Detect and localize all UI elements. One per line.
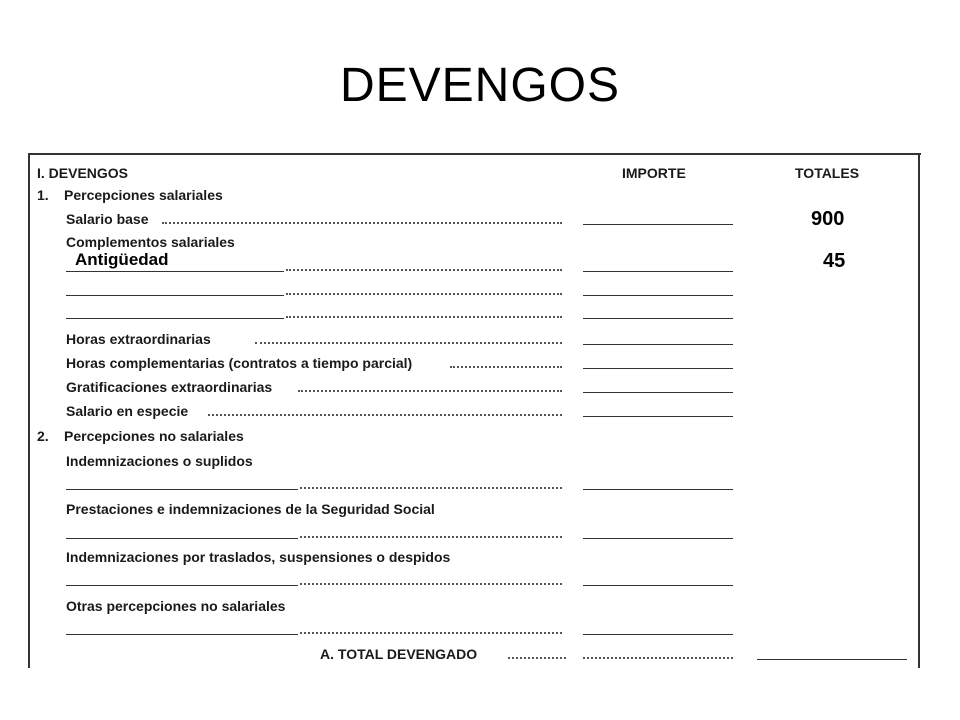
complement-1-name-field[interactable] — [66, 271, 284, 272]
gratificaciones-label: Gratificaciones extraordinarias — [66, 379, 273, 395]
prestaciones-leader — [300, 536, 562, 538]
prestaciones-importe-field[interactable] — [583, 538, 733, 539]
horas-complementarias-leader — [450, 366, 562, 368]
total-leader — [508, 657, 566, 659]
suplidos-name-field[interactable] — [66, 489, 298, 490]
horas-complementarias-importe-field[interactable] — [583, 368, 733, 369]
section-header: I. DEVENGOS — [37, 165, 129, 181]
antiguedad-total-value: 45 — [823, 250, 846, 272]
salario-especie-importe-field[interactable] — [583, 416, 733, 417]
horas-complementarias-label: Horas complementarias (contratos a tiempo parcial) — [66, 355, 413, 371]
traslados-name-field[interactable] — [66, 585, 298, 586]
otras-percepciones-label: Otras percepciones no salariales — [66, 598, 286, 614]
salario-base-total-value: 900 — [811, 208, 845, 230]
salario-base-leader — [162, 222, 562, 224]
form-left-border — [28, 153, 30, 668]
prestaciones-name-field[interactable] — [66, 538, 298, 539]
total-importe-field[interactable] — [583, 657, 733, 659]
complement-2-name-field[interactable] — [66, 295, 284, 296]
otras-leader — [300, 632, 562, 634]
traslados-label: Indemnizaciones por traslados, suspensiones o despidos — [66, 549, 451, 565]
section-1-number: 1. — [37, 187, 49, 203]
prestaciones-label: Prestaciones e indemnizaciones de la Seguridad Social — [66, 501, 435, 517]
complement-2-leader — [286, 293, 562, 295]
complement-1-leader — [286, 269, 562, 271]
complement-1-importe-field[interactable] — [583, 271, 733, 272]
total-devengado-field[interactable] — [757, 659, 907, 660]
horas-extra-importe-field[interactable] — [583, 344, 733, 345]
gratificaciones-importe-field[interactable] — [583, 392, 733, 393]
indemnizaciones-suplidos-label: Indemnizaciones o suplidos — [66, 453, 253, 469]
complement-3-name-field[interactable] — [66, 318, 284, 319]
importe-column-header: IMPORTE — [622, 165, 686, 181]
section-2-number: 2. — [37, 428, 49, 444]
traslados-leader — [300, 583, 562, 585]
salario-base-importe-field[interactable] — [583, 224, 733, 225]
complementos-label: Complementos salariales — [66, 234, 235, 250]
otras-name-field[interactable] — [66, 634, 298, 635]
gratificaciones-leader — [298, 390, 562, 392]
total-devengado-label: A. TOTAL DEVENGADO — [320, 646, 478, 662]
suplidos-importe-field[interactable] — [583, 489, 733, 490]
horas-extra-label: Horas extraordinarias — [66, 331, 211, 347]
section-2-title: Percepciones no salariales — [64, 428, 244, 444]
horas-extra-leader — [255, 342, 562, 344]
otras-importe-field[interactable] — [583, 634, 733, 635]
slide-title: DEVENGOS — [339, 59, 621, 112]
complement-3-leader — [286, 316, 562, 318]
antiguedad-handwritten: Antigüedad — [75, 250, 169, 269]
totales-column-header: TOTALES — [795, 165, 860, 181]
salario-base-label: Salario base — [66, 211, 149, 227]
salario-especie-leader — [208, 414, 562, 416]
complement-2-importe-field[interactable] — [583, 295, 733, 296]
section-1-title: Percepciones salariales — [64, 187, 223, 203]
form-right-border — [918, 153, 920, 668]
complement-3-importe-field[interactable] — [583, 318, 733, 319]
salario-especie-label: Salario en especie — [66, 403, 189, 419]
traslados-importe-field[interactable] — [583, 585, 733, 586]
suplidos-leader — [300, 487, 562, 489]
